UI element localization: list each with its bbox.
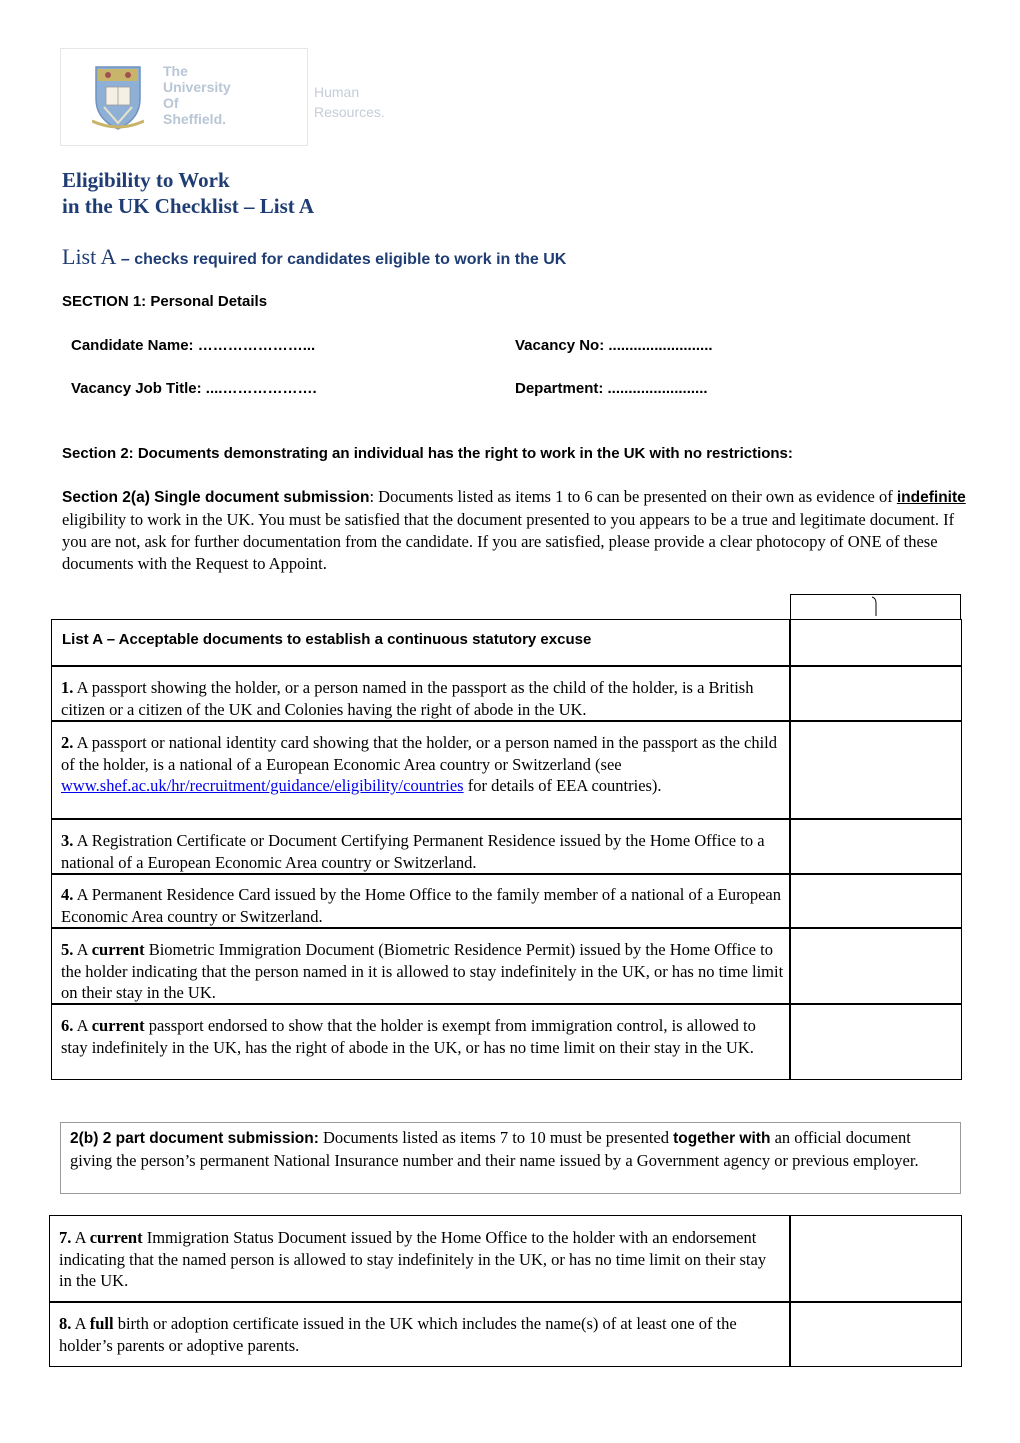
bracket-mark-icon	[871, 595, 879, 617]
table-row: 8. A full birth or adoption certificate issued in the UK which includes the name(s) of at least one of the holder’s parents or adoptive parents.	[59, 1314, 737, 1355]
row-divider	[51, 665, 962, 667]
candidate-name-field[interactable]: Candidate Name: …………………...	[71, 337, 316, 354]
university-crest-icon	[92, 61, 144, 131]
row-divider	[51, 720, 962, 722]
table-row: 3. A Registration Certificate or Document Certifying Permanent Residence issued by the Home Office to a national of a European Economic Area country or Switzerland.	[61, 831, 765, 872]
page-title: Eligibility to Work in the UK Checklist – List A	[62, 168, 315, 218]
row-divider	[51, 927, 962, 929]
eea-countries-link[interactable]: www.shef.ac.uk/hr/recruitment/guidance/eligibility/countries	[61, 776, 464, 795]
section1-heading: SECTION 1: Personal Details	[62, 293, 268, 310]
table-divider	[789, 1215, 791, 1367]
department-name: Human Resources.	[314, 84, 385, 120]
table-divider	[789, 619, 791, 1080]
subtitle: List A – checks required for candidates eligible to work in the UK	[62, 244, 567, 269]
row-divider	[51, 873, 962, 875]
section2-heading: Section 2: Documents demonstrating an individual has the right to work in the UK with no restrictions:	[62, 445, 793, 462]
table-row: 5. A current Biometric Immigration Document (Biometric Residence Permit) issued by the Home Office to the holder indicating that the person named in it is allowed to stay indefinitely in the UK, or has no time limit on their stay in the UK.	[61, 940, 784, 1002]
department-field[interactable]: Department: ........................	[515, 380, 708, 397]
university-logo	[60, 48, 308, 146]
table-row: 6. A current passport endorsed to show that the holder is exempt from immigration control, is allowed to stay indefinitely in the UK, has the right of abode in the UK, or has no time limit on their stay in the UK.	[61, 1016, 756, 1057]
section2b-box	[60, 1122, 961, 1194]
vacancy-no-field[interactable]: Vacancy No: .........................	[515, 337, 713, 354]
table-row: 2. A passport or national identity card showing that the holder, or a person named in the passport as the child of the holder, is a national of a European Economic Area country or Switzerland (see www.shef.ac.uk/hr/recruitment/guidance/eligibility/countries for details of EEA countries).	[61, 733, 778, 795]
table-row: 7. A current Immigration Status Document issued by the Home Office to the holder with an endorsement indicating that the named person is allowed to stay indefinitely in the UK, or has no time limit on their stay in the UK.	[59, 1228, 767, 1290]
university-name: The University Of Sheffield.	[163, 63, 231, 127]
table-row: 1. A passport showing the holder, or a person named in the passport as the child of the holder, is a British citizen or a citizen of the UK and Colonies having the right of abode in the UK.	[61, 678, 754, 719]
row-divider	[49, 1301, 962, 1303]
table-row: 4. A Permanent Residence Card issued by the Home Office to the family member of a national of a European Economic Area country or Switzerland.	[61, 885, 781, 926]
section2b-paragraph: 2(b) 2 part document submission: Documents listed as items 7 to 10 must be presented together with an official document giving the person’s permanent National Insurance number and their name issued by a Government agency or previous employer.	[70, 1128, 919, 1170]
checkbox-header-cell	[790, 594, 961, 619]
list-a-header: List A – Acceptable documents to establish a continuous statutory excuse	[62, 631, 592, 648]
row-divider	[51, 818, 962, 820]
section2a-paragraph: Section 2(a) Single document submission: Documents listed as items 1 to 6 can be presented on their own as evidence of indefinite eligibility to work in the UK. You must be satisfied that the document presented to you appears to be a true and legitimate document. If you are not, ask for further documentation from the candidate. If you are satisfied, please provide a clear photocopy of ONE of these documents with the Request to Appoint.	[62, 487, 966, 573]
vacancy-job-title-field[interactable]: Vacancy Job Title: ....……………….	[71, 380, 317, 397]
